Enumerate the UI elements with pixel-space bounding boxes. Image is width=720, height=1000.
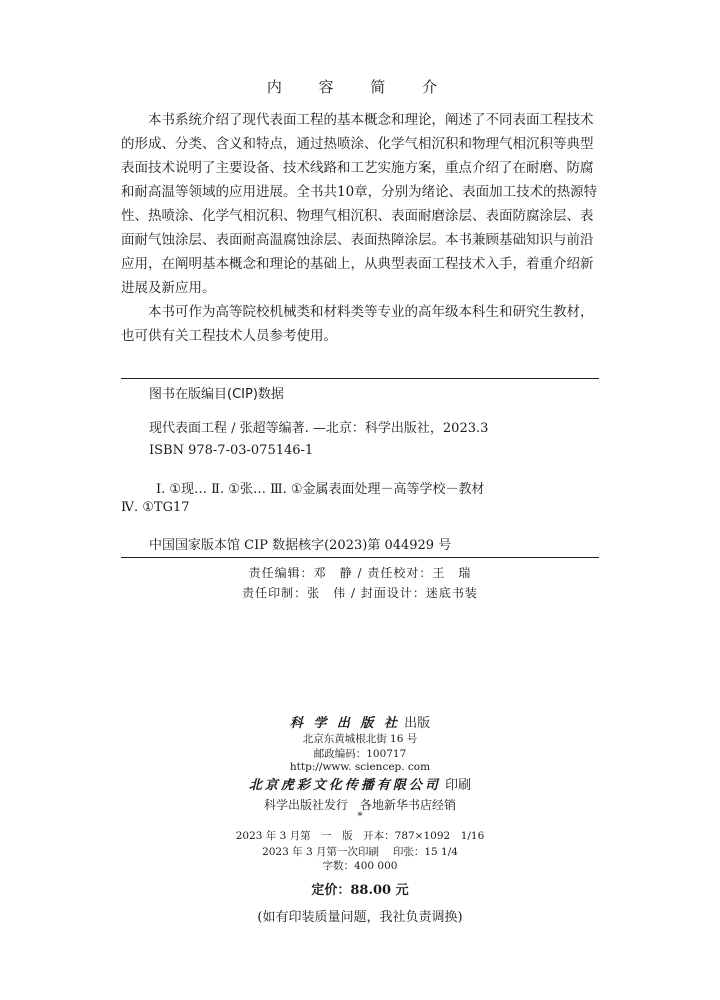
price: 定价：88.00 元 bbox=[311, 883, 409, 898]
cip-classification-2: Ⅳ. ①TG17 bbox=[121, 500, 190, 515]
printing-line: 2023 年 3 月第一次印刷 印张：15 1/4 bbox=[262, 846, 458, 858]
intro-section bbox=[121, 108, 599, 348]
publisher-line bbox=[0, 712, 720, 731]
separator-star: * bbox=[357, 810, 363, 822]
publisher-address: 北京东黄城根北街 16 号 bbox=[302, 733, 418, 745]
staff-line-2: 责任印制：张 伟 / 封面设计：迷底书装 bbox=[242, 586, 478, 600]
publisher-suffix: 出版 bbox=[404, 716, 431, 731]
cip-classification-1: Ⅰ. ①现… Ⅱ. ①张… Ⅲ. ①金属表面处理－高等学校－教材 bbox=[156, 482, 485, 497]
cip-heading: 图书在版编目(CIP)数据 bbox=[149, 387, 284, 402]
intro-paragraph: 本书可作为高等院校机械类和材料类等专业的高年级本科生和研究生教材，也可供有关工程技术人员参考使用。 bbox=[121, 304, 594, 344]
distribution-line: 科学出版社发行 各地新华书店经销 bbox=[263, 798, 456, 812]
quality-notice: (如有印装质量问题，我社负责调换) bbox=[257, 910, 463, 925]
cip-top-rule bbox=[121, 378, 599, 379]
word-count: 字数：400 000 bbox=[322, 860, 398, 872]
publisher-postcode: 邮政编码：100717 bbox=[313, 748, 407, 760]
section-title: 内 容 简 介 bbox=[266, 78, 454, 96]
cip-bottom-rule bbox=[121, 557, 599, 558]
printer-line bbox=[0, 774, 720, 793]
printer-logo-text: 北京虎彩文化传播有限公司 bbox=[248, 778, 441, 793]
publisher-url: http://www. sciencep. com bbox=[289, 761, 431, 773]
intro-paragraph: 本书系统介绍了现代表面工程的基本概念和理论，阐述了不同表面工程技术的形成、分类、含义和特点，通过热喷涂、化学气相沉积和物理气相沉积等典型表面技术说明了主要设备、技术线路和工艺实施方案，重点介绍了在耐磨、防腐和耐高温等领域的应用进展。全书共10章，分别为绪论、表面加工技术的热源特性、热喷涂、化学气相沉积、物理气相沉积、表面耐磨涂层、表面防腐涂层、表面耐气蚀涂层、表面耐高温腐蚀涂层、表面热障涂层。本书兼顾基础知识与前沿应用，在阐明基本概念和理论的基础上，从典型表面工程技术入手，着重介绍新进展及新应用。 bbox=[121, 112, 598, 296]
edition-line: 2023 年 3 月第 一 版 开本：787×1092 1/16 bbox=[235, 830, 485, 842]
cip-catalog: 现代表面工程 / 张超等编著. —北京：科学出版社，2023.3 bbox=[149, 421, 489, 436]
publisher-logo-text: 科 学 出 版 社 bbox=[289, 716, 400, 731]
cip-record: 中国国家版本馆 CIP 数据核字(2023)第 044929 号 bbox=[149, 538, 452, 553]
staff-line-1: 责任编辑：邓 静 / 责任校对：王 瑞 bbox=[248, 566, 472, 580]
printer-suffix: 印刷 bbox=[445, 778, 472, 793]
cip-isbn: ISBN 978-7-03-075146-1 bbox=[149, 443, 314, 458]
